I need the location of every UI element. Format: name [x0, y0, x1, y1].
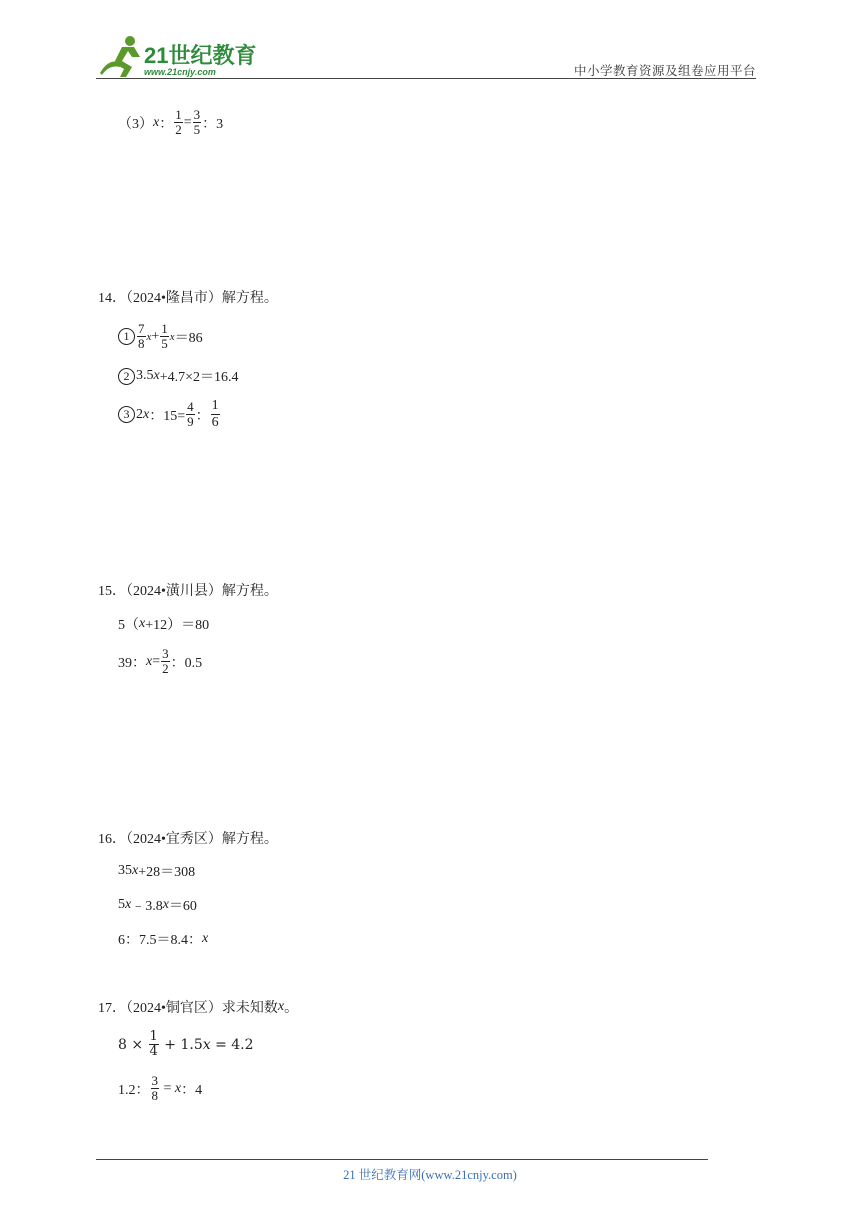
q17-equation-2 — [118, 1074, 202, 1103]
numerator: 1 — [211, 398, 219, 413]
text: = — [160, 1080, 175, 1096]
numerator: 3 — [151, 1073, 158, 1088]
header-platform-text: 中小学教育资源及组卷应用平台 — [573, 64, 756, 78]
q14-equation-2 — [118, 366, 239, 386]
text: ：4 — [181, 1082, 203, 1098]
text: ﹣3.8 — [131, 899, 163, 914]
fraction — [149, 1030, 159, 1059]
numerator: 1 — [175, 107, 182, 122]
var-x: x — [169, 330, 175, 343]
text: 17．（2024•铜官区）求未知数 — [98, 1001, 278, 1016]
q14-equation-1 — [118, 322, 203, 351]
q16-equation-3 — [118, 929, 208, 949]
var-x: x — [277, 999, 285, 1014]
tail: ：0.5 — [170, 655, 203, 671]
denominator: 2 — [175, 122, 182, 137]
text: 1.2： — [118, 1082, 150, 1098]
q16-title: 16．（2024•宜秀区）解方程。 — [98, 832, 278, 847]
numerator: 7 — [138, 321, 145, 336]
var-x: x — [174, 1080, 182, 1096]
q13-part3-equation — [118, 108, 223, 137]
logo-main-text: 21世纪教育 — [144, 43, 257, 68]
var-x: x — [143, 406, 150, 422]
footer-link[interactable]: 21 世纪教育网(www.21cnjy.com) — [343, 1168, 517, 1182]
var-x: x — [146, 330, 152, 343]
denominator: 4 — [149, 1044, 158, 1059]
tail: ＝86 — [174, 330, 203, 346]
denominator: 2 — [162, 661, 169, 676]
text: 。 — [284, 1001, 299, 1016]
fraction — [174, 108, 183, 137]
denominator: 9 — [187, 414, 194, 429]
fraction — [137, 322, 146, 351]
q16-equation-2 — [118, 895, 197, 915]
numerator: 3 — [162, 646, 169, 661]
text: 5 — [118, 897, 125, 912]
var-x: x — [153, 368, 160, 383]
var-x: x — [202, 1036, 211, 1053]
q14-title: 14．（2024•隆昌市）解方程。 — [98, 291, 278, 306]
circled-number: 3 — [118, 406, 135, 423]
q17-equation-1 — [118, 1030, 254, 1059]
var-x: x — [153, 114, 160, 130]
text: ：15= — [149, 408, 186, 424]
circled-number: 1 — [118, 328, 135, 345]
q17-title — [98, 997, 298, 1017]
part-label: （3） — [118, 116, 153, 132]
q15-equation-2 — [118, 647, 202, 676]
text: +4.7×2＝16.4 — [159, 370, 239, 385]
fraction — [160, 322, 169, 351]
plus: + — [151, 328, 160, 344]
q14-equation-3 — [118, 398, 221, 431]
text: +28＝308 — [138, 865, 196, 880]
text: 35 — [118, 863, 132, 878]
fraction — [151, 1074, 160, 1103]
denominator: 8 — [151, 1088, 158, 1103]
denominator: 5 — [161, 336, 168, 351]
denominator: 8 — [138, 336, 145, 351]
var-x: x — [162, 897, 169, 912]
numerator: 4 — [187, 399, 194, 414]
text: ＝60 — [168, 899, 197, 914]
equals: = — [152, 653, 161, 669]
tail: ：3 — [202, 116, 224, 132]
colon: ： — [195, 408, 210, 424]
numerator: 1 — [161, 321, 168, 336]
logo-url-text: www.21cnjy.com — [144, 67, 216, 77]
fraction — [186, 400, 195, 429]
text: + 1.5 — [159, 1036, 203, 1053]
text: 6：7.5＝8.4： — [118, 933, 202, 948]
numerator: 3 — [193, 107, 201, 122]
fraction — [211, 398, 220, 431]
fraction — [193, 108, 202, 137]
text: 2 — [136, 406, 143, 422]
denominator: 6 — [211, 415, 219, 430]
text: = 4.2 — [210, 1036, 254, 1053]
text: 39： — [118, 655, 146, 671]
text: 8 × — [118, 1036, 148, 1053]
colon: ： — [159, 116, 174, 132]
equals: = — [183, 114, 192, 130]
q16-equation-1 — [118, 861, 195, 881]
var-x: x — [146, 653, 153, 669]
var-x: x — [139, 616, 146, 631]
q15-equation-1 — [118, 614, 209, 634]
denominator: 5 — [193, 122, 201, 137]
site-logo — [92, 33, 262, 81]
runner-logo-icon — [92, 33, 262, 81]
var-x: x — [202, 931, 209, 946]
numerator: 1 — [149, 1029, 158, 1044]
header-divider — [96, 78, 756, 79]
var-x: x — [125, 897, 132, 912]
text: 3.5 — [136, 368, 154, 383]
circled-number: 2 — [118, 368, 135, 385]
footer-divider — [96, 1159, 708, 1160]
text: 5（ — [118, 618, 139, 633]
text: +12）＝80 — [145, 618, 210, 633]
q15-title: 15．（2024•潢川县）解方程。 — [98, 584, 278, 599]
var-x: x — [132, 863, 139, 878]
fraction — [161, 647, 170, 676]
